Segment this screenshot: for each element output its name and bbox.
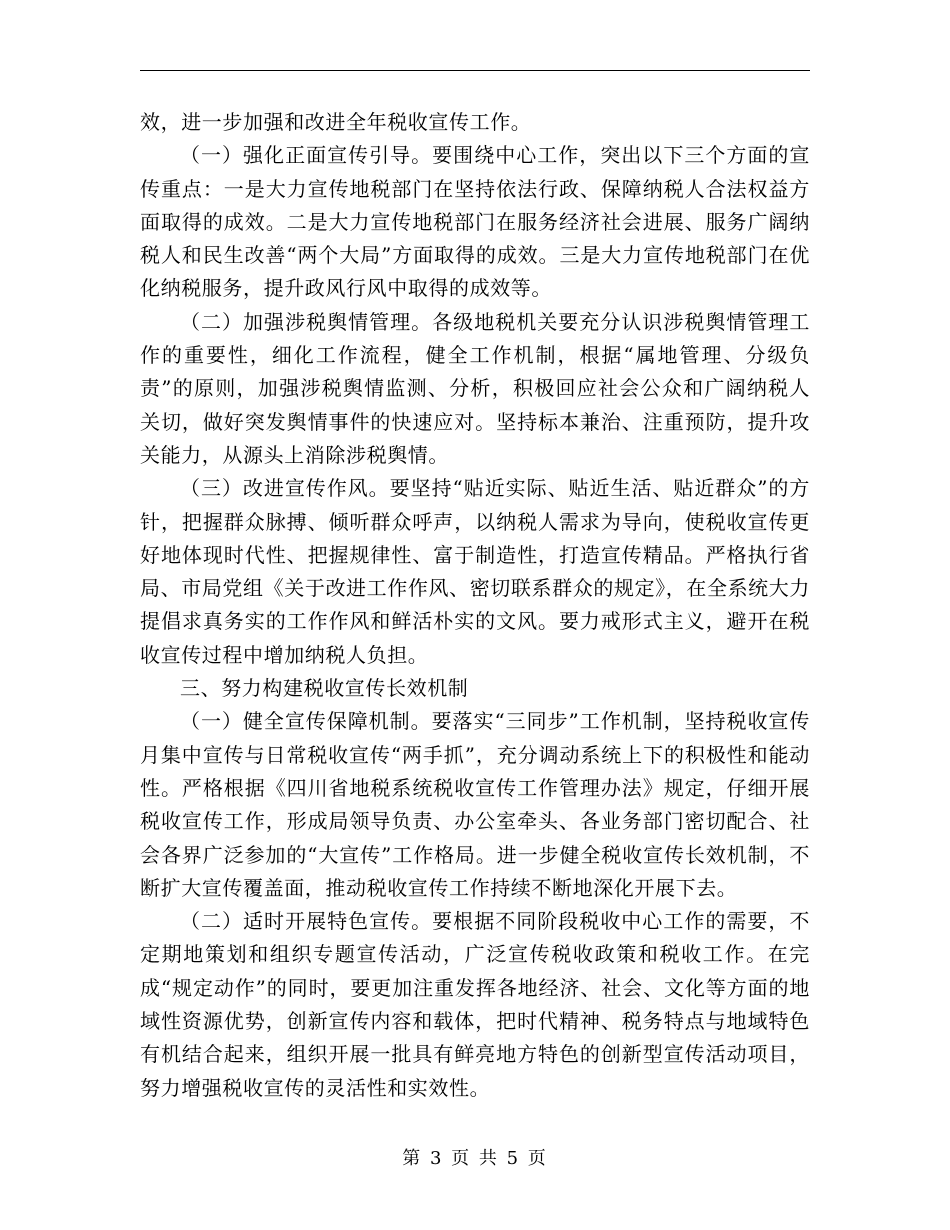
paragraph-public-opinion: （二）加强涉税舆情管理。各级地税机关要充分认识涉税舆情管理工作的重要性，细化工作流程，健全工作机制，根据“属地管理、分级负责”的原则，加强涉税舆情监测、分析，积极回应社会公众和广阔纳税人关切，做好突发舆情事件的快速应对。坚持标本兼治、注重预防，提升攻关能力，从源头上消除涉税舆情。 <box>140 309 810 467</box>
paragraph-positive-publicity: （一）强化正面宣传引导。要围绕中心工作，突出以下三个方面的宣传重点：一是大力宣传地税部门在坚持依法行政、保障纳税人合法权益方面取得的成效。二是大力宣传地税部门在服务经济社会进展、服务广阔纳税人和民生改善“两个大局”方面取得的成效。三是大力宣传地税部门在优化纳税服务，提升政风行风中取得的成效等。 <box>140 143 810 301</box>
paragraph-continuation: 效，进一步加强和改进全年税收宣传工作。 <box>140 110 532 134</box>
header-rule <box>140 70 810 71</box>
paragraph-special-publicity: （二）适时开展特色宣传。要根据不同阶段税收中心工作的需要，不定期地策划和组织专题宣传活动，广泛宣传税收政策和税收工作。在完成“规定动作”的同时，要更加注重发挥各地经济、社会、文化等方面的地域性资源优势，创新宣传内容和载体，把时代精神、税务特点与地域特色有机结合起来，组织开展一批具有鲜亮地方特色的创新型宣传活动项目，努力增强税收宣传的灵活性和实效性。 <box>140 909 810 1100</box>
section-heading: 三、努力构建税收宣传长效机制 <box>180 676 469 701</box>
paragraph-work-style: （三）改进宣传作风。要坚持“贴近实际、贴近生活、贴近群众”的方针，把握群众脉搏、倾听群众呼声，以纳税人需求为导向，使税收宣传更好地体现时代性、把握规律性、富于制造性，打造宣传精品。严格执行省局、市局党组《关于改进工作作风、密切联系群众的规定》，在全系统大力提倡求真务实的工作作风和鲜活朴实的文风。要力戒形式主义，避开在税收宣传过程中增加纳税人负担。 <box>140 476 810 667</box>
paragraph-guarantee-mechanism: （一）健全宣传保障机制。要落实“三同步”工作机制，坚持税收宣传月集中宣传与日常税收宣传“两手抓”，充分调动系统上下的积极性和能动性。严格根据《四川省地税系统税收宣传工作管理办法》规定，仔细开展税收宣传工作，形成局领导负责、办公室牵头、各业务部门密切配合、社会各界广泛参加的“大宣传”工作格局。进一步健全税收宣传长效机制，不断扩大宣传覆盖面，推动税收宣传工作持续不断地深化开展下去。 <box>140 709 810 900</box>
page-number-footer: 第 3 页 共 5 页 <box>402 1148 548 1169</box>
document-body <box>140 106 810 1105</box>
